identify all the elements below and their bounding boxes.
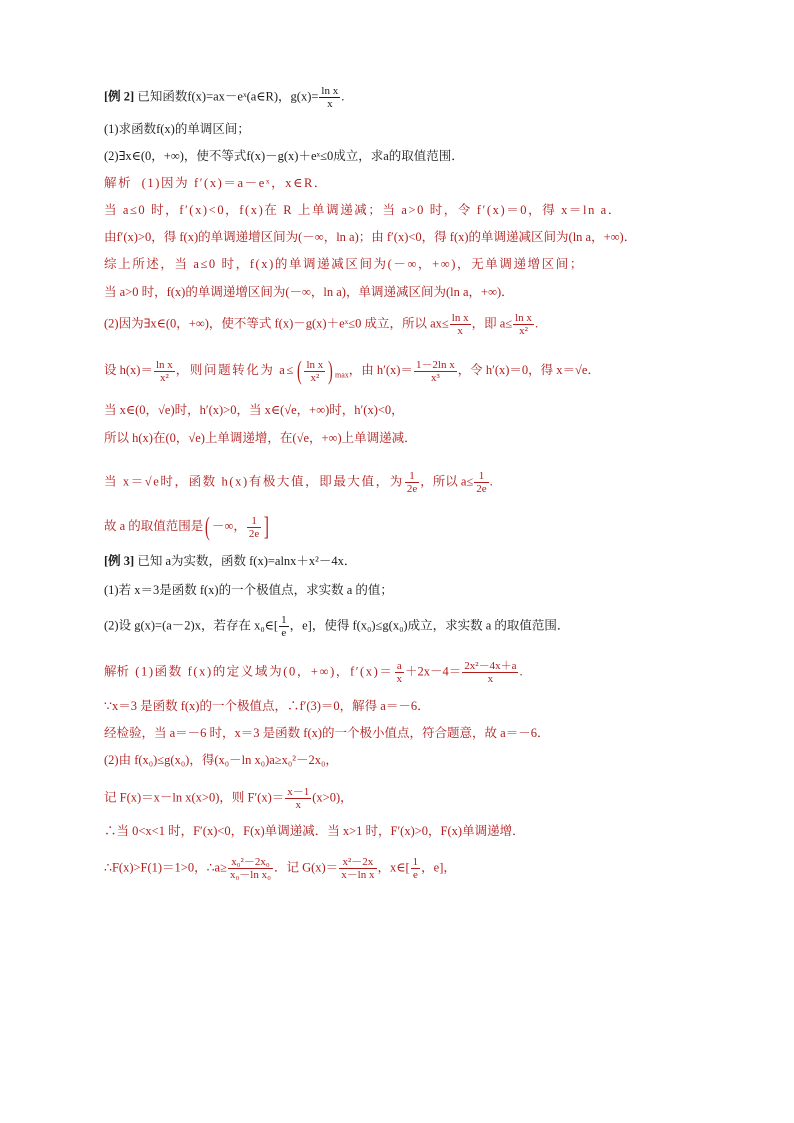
ex3-s7-frac-2 <box>339 856 376 881</box>
ex2-solution-label: 解析 <box>104 176 133 190</box>
ex3-q2-frac <box>279 614 289 639</box>
ex3-s5-b: (x>0)， <box>312 790 353 805</box>
left-paren: ( <box>205 512 211 541</box>
frac-num: 1－2ln x <box>415 358 455 371</box>
ex3-s5-a: 记 F(x)＝x－ln x(x>0)，则 F′(x)＝ <box>104 790 285 805</box>
ex3-s7-c: ，x∈[ <box>377 860 410 875</box>
ex2-s7-a: 设 h(x)＝ <box>104 362 153 377</box>
ex2-s11-b: －∞， <box>211 518 246 533</box>
ex2-solution-line-9: 所以 h(x)在(0，√e)上单调递增，在(√e，+∞)上单调递减． <box>104 431 417 445</box>
frac-den: x <box>396 673 403 685</box>
ex2-s7-b: ，则问题转化为 a≤ <box>175 362 295 377</box>
frac-num: 2x²－4x＋a <box>464 660 517 672</box>
ex2-question-2: (2)∃x∈(0，+∞)，使不等式f(x)－g(x)＋eˣ≤0成立，求a的取值范围． <box>104 149 464 163</box>
ex3-q2-a: (2)设 g(x)=(a－2)x，若存在 x₀∈[ <box>104 618 279 633</box>
max-subscript: max <box>334 370 349 380</box>
ex2-s7-frac-3 <box>414 359 457 384</box>
ex2-gx-fraction <box>319 85 340 110</box>
ex3-intro: 已知 a为实数，函数 f(x)=alnx＋x²－4x． <box>137 554 357 568</box>
ex2-solution-line-3: 由f′(x)>0，得 f(x)的单调递增区间为(－∞，ln a)；由 f′(x)<0，得 f(x)的单调递减区间为(ln a，+∞)． <box>104 230 637 244</box>
frac-den: x <box>285 798 311 811</box>
ex2-s10-c: . <box>489 474 493 489</box>
ex3-s7-a: ∴F(x)>F(1)＝1>0，∴a≥ <box>104 860 227 875</box>
frac-num: 1 <box>478 470 485 482</box>
ex2-s10-b: ，所以 a≤ <box>420 474 474 489</box>
ex2-s6-a: (2)因为∃x∈(0，+∞)，使不等式 f(x)－g(x)＋eˣ≤0 成立，所以 ax≤ <box>104 316 449 331</box>
frac-num: x₀²－2x₀ <box>231 856 270 868</box>
ex3-solution-line-5 <box>104 786 353 811</box>
ex3-s1-frac-1 <box>395 660 405 685</box>
ex3-question-2 <box>104 614 569 639</box>
frac-num: ln x <box>321 85 339 97</box>
ex2-s6-c: . <box>534 316 539 331</box>
right-paren: ) <box>328 356 334 385</box>
ex3-s1-frac-2 <box>462 660 518 685</box>
ex3-s7-b: ．记 G(x)＝ <box>273 860 339 875</box>
frac-num: x²－2x <box>342 856 374 868</box>
ex2-s10-frac-2 <box>474 470 488 495</box>
ex2-solution-line-10 <box>104 470 493 495</box>
ex2-solution-line-4: 综上所述，当 a≤0 时，f(x)的单调递减区间为(－∞，+∞)，无单调递增区间； <box>104 257 584 271</box>
ex2-problem-statement <box>104 85 344 110</box>
frac-num: ln x <box>306 358 324 371</box>
frac-num: ln x <box>155 358 173 371</box>
ex2-s6-frac-2 <box>513 312 534 337</box>
frac-den: x <box>450 324 471 337</box>
ex2-solution-line-7 <box>104 358 600 384</box>
ex2-s7-c: ，由 h′(x)＝ <box>348 362 413 377</box>
left-paren: ( <box>296 356 302 385</box>
frac-num: x－1 <box>287 786 310 798</box>
ex2-solution-line-11 <box>104 514 271 540</box>
ex2-s11-frac <box>247 515 261 540</box>
ex3-q2-b: ，e]，使得 f(x₀)≤g(x₀)成立，求实数 a 的取值范围． <box>289 618 570 633</box>
frac-den: x² <box>304 371 325 384</box>
ex3-s1-c: . <box>519 664 523 679</box>
ex2-s6-b: ，即 a≤ <box>471 316 513 331</box>
ex2-s7-frac-2 <box>304 359 325 384</box>
ex2-s10-frac-1 <box>405 470 419 495</box>
ex2-s7-frac-1 <box>154 359 175 384</box>
frac-den: x² <box>513 324 534 337</box>
frac-num: 1 <box>412 856 419 868</box>
ex3-s7-frac-3 <box>411 856 421 881</box>
ex3-s1-a: (1)函数 f(x)的定义域为(0，+∞)，f′(x)＝ <box>135 664 394 679</box>
ex2-solution-line-6 <box>104 312 538 337</box>
frac-den: 2e <box>406 483 418 495</box>
ex2-s11-a: 故 a 的取值范围是 <box>104 518 204 533</box>
frac-den: x <box>319 97 340 110</box>
ex3-s7-frac-1 <box>228 856 273 881</box>
frac-den: x² <box>154 371 175 384</box>
frac-den: 2e <box>248 527 260 540</box>
ex3-solution-label: 解析 <box>104 664 130 679</box>
ex3-solution-line-1 <box>104 660 523 685</box>
ex3-question-1: (1)若 x＝3是函数 f(x)的一个极值点，求实数 a 的值； <box>104 583 393 597</box>
frac-num: ln x <box>451 312 469 324</box>
ex2-intro-end: . <box>341 89 345 104</box>
ex2-solution-line-8: 当 x∈(0，√e)时，h′(x)>0，当 x∈(√e，+∞)时，h′(x)<0， <box>104 403 404 417</box>
frac-num: 1 <box>251 514 257 527</box>
ex3-solution-line-3: 经检验，当 a＝－6 时，x＝3 是函数 f(x)的一个极小值点，符合题意，故 a＝－6． <box>104 726 550 740</box>
frac-den: x－ln x <box>341 869 375 881</box>
ex2-s7-d: ，令 h′(x)＝0，得 x＝√e． <box>457 362 600 377</box>
frac-den: x³ <box>414 371 457 384</box>
ex3-solution-line-2: ∵x＝3 是函数 f(x)的一个极值点，∴f′(3)＝0，解得 a＝－6． <box>104 699 430 713</box>
ex2-intro: 已知函数f(x)=ax－eˣ(a∈R)，g(x)= <box>137 89 319 104</box>
ex2-solution-line-2: 当 a≤0 时，f′(x)<0，f(x)在 R 上单调递减；当 a>0 时，令 f′(x)＝0，得 x＝ln a． <box>104 203 622 217</box>
ex3-s5-frac <box>285 786 311 811</box>
ex2-solution-line-5: 当 a>0 时，f(x)的单调递增区间为(－∞，ln a)，单调递减区间为(ln a，+∞)． <box>104 285 514 299</box>
ex3-solution-line-4: (2)由 f(x₀)≤g(x₀)，得(x₀－ln x₀)a≥x₀²－2x₀， <box>104 753 338 767</box>
ex3-s7-d: ，e]， <box>421 860 456 875</box>
frac-num: ln x <box>515 312 532 324</box>
ex2-question-1: (1)求函数f(x)的单调区间； <box>104 122 250 136</box>
frac-den: x <box>462 672 518 685</box>
frac-den: e <box>279 626 289 639</box>
frac-den: 2e <box>476 483 487 495</box>
ex3-label: [例 3] <box>104 554 135 568</box>
ex2-s1: (1)因为 f′(x)＝a－eˣ，x∈R． <box>141 176 328 190</box>
ex3-solution-line-7 <box>104 856 456 881</box>
ex2-s6-frac-1 <box>450 312 471 337</box>
frac-den: x₀－ln x₀ <box>229 869 271 881</box>
ex2-solution-line-1 <box>104 175 328 191</box>
frac-num: 1 <box>409 470 415 482</box>
right-bracket: ] <box>264 512 270 541</box>
frac-den: e <box>411 868 421 881</box>
ex3-problem-statement <box>104 553 356 569</box>
ex2-s10-a: 当 x＝√e时，函数 h(x)有极大值，即最大值，为 <box>104 474 404 489</box>
frac-num: a <box>396 660 402 672</box>
frac-num: 1 <box>281 614 287 626</box>
ex2-label: [例 2] <box>104 89 135 104</box>
ex3-s1-b: ＋2x－4＝ <box>405 664 462 679</box>
ex3-solution-line-6: ∴当 0<x<1 时，F′(x)<0，F(x)单调递减．当 x>1 时，F′(x)>0，F(x)单调递增． <box>104 824 525 838</box>
